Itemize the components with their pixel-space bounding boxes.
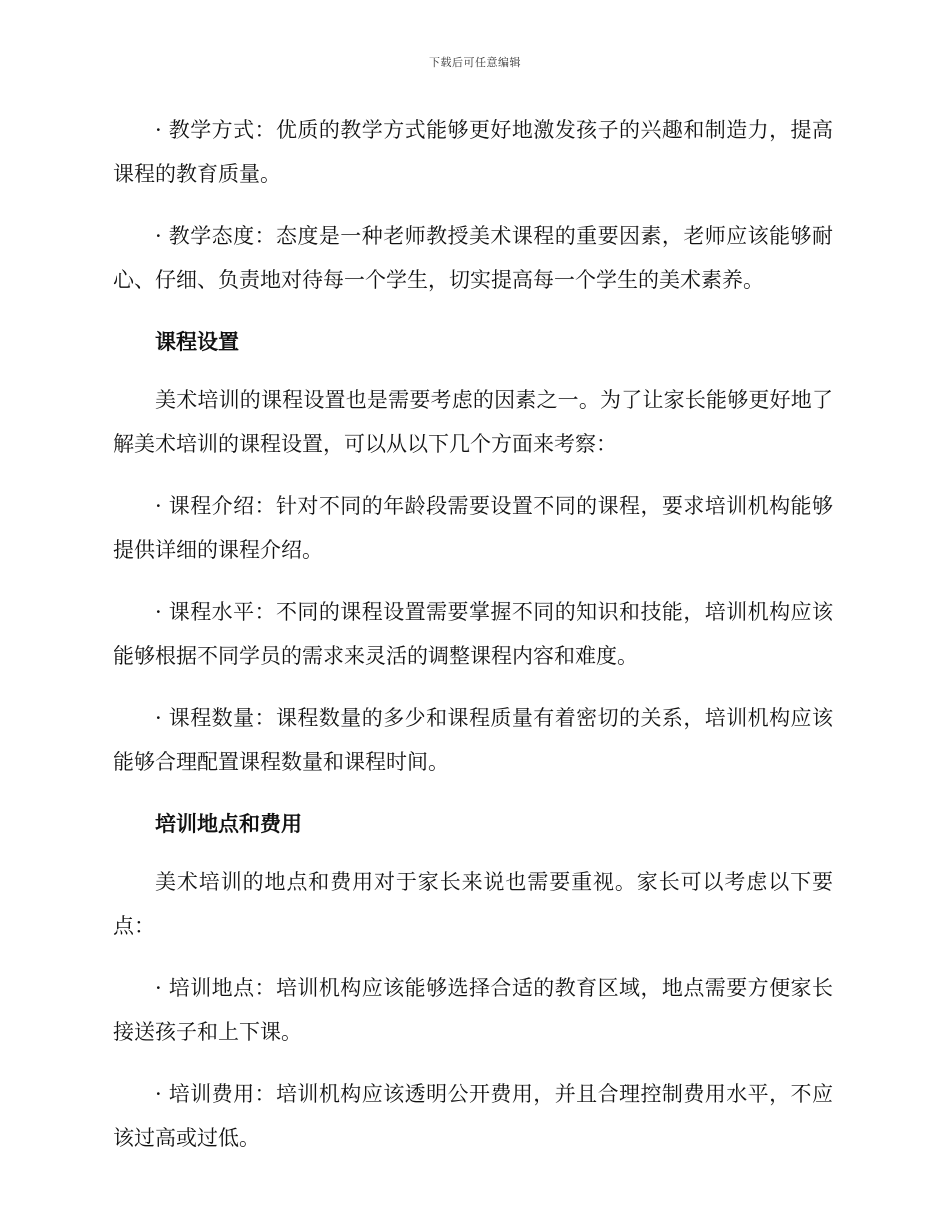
bullet-teaching-attitude: · 教学态度：态度是一种老师教授美术课程的重要因素，老师应该能够耐心、仔细、负责地对待每一个学生，切实提高每一个学生的美术素养。 — [113, 224, 833, 292]
page-header: 下载后可任意编辑 — [429, 56, 521, 69]
bullet-course-intro: · 课程介绍：针对不同的年龄段需要设置不同的课程，要求培训机构能够提供详细的课程介绍。 — [113, 494, 833, 562]
paragraph-location-fees-intro: 美术培训的地点和费用对于家长来说也需要重视。家长可以考虑以下要点： — [113, 870, 833, 938]
document-body — [113, 108, 833, 1178]
bullet-training-location: · 培训地点：培训机构应该能够选择合适的教育区域，地点需要方便家长接送孩子和上下课。 — [113, 976, 833, 1044]
paragraph-course-setup-intro: 美术培训的课程设置也是需要考虑的因素之一。为了让家长能够更好地了解美术培训的课程设置，可以从以下几个方面来考察： — [113, 388, 833, 456]
bullet-training-fees: · 培训费用：培训机构应该透明公开费用，并且合理控制费用水平，不应该过高或过低。 — [113, 1082, 833, 1150]
section-heading-location-fees: 培训地点和费用 — [155, 811, 302, 836]
bullet-teaching-method: · 教学方式：优质的教学方式能够更好地激发孩子的兴趣和制造力，提高课程的教育质量。 — [113, 118, 833, 186]
section-heading-course-setup: 课程设置 — [155, 329, 239, 354]
bullet-course-quantity: · 课程数量：课程数量的多少和课程质量有着密切的关系，培训机构应该能够合理配置课程数量和课程时间。 — [113, 706, 833, 774]
bullet-course-level: · 课程水平：不同的课程设置需要掌握不同的知识和技能，培训机构应该能够根据不同学员的需求来灵活的调整课程内容和难度。 — [113, 600, 833, 668]
